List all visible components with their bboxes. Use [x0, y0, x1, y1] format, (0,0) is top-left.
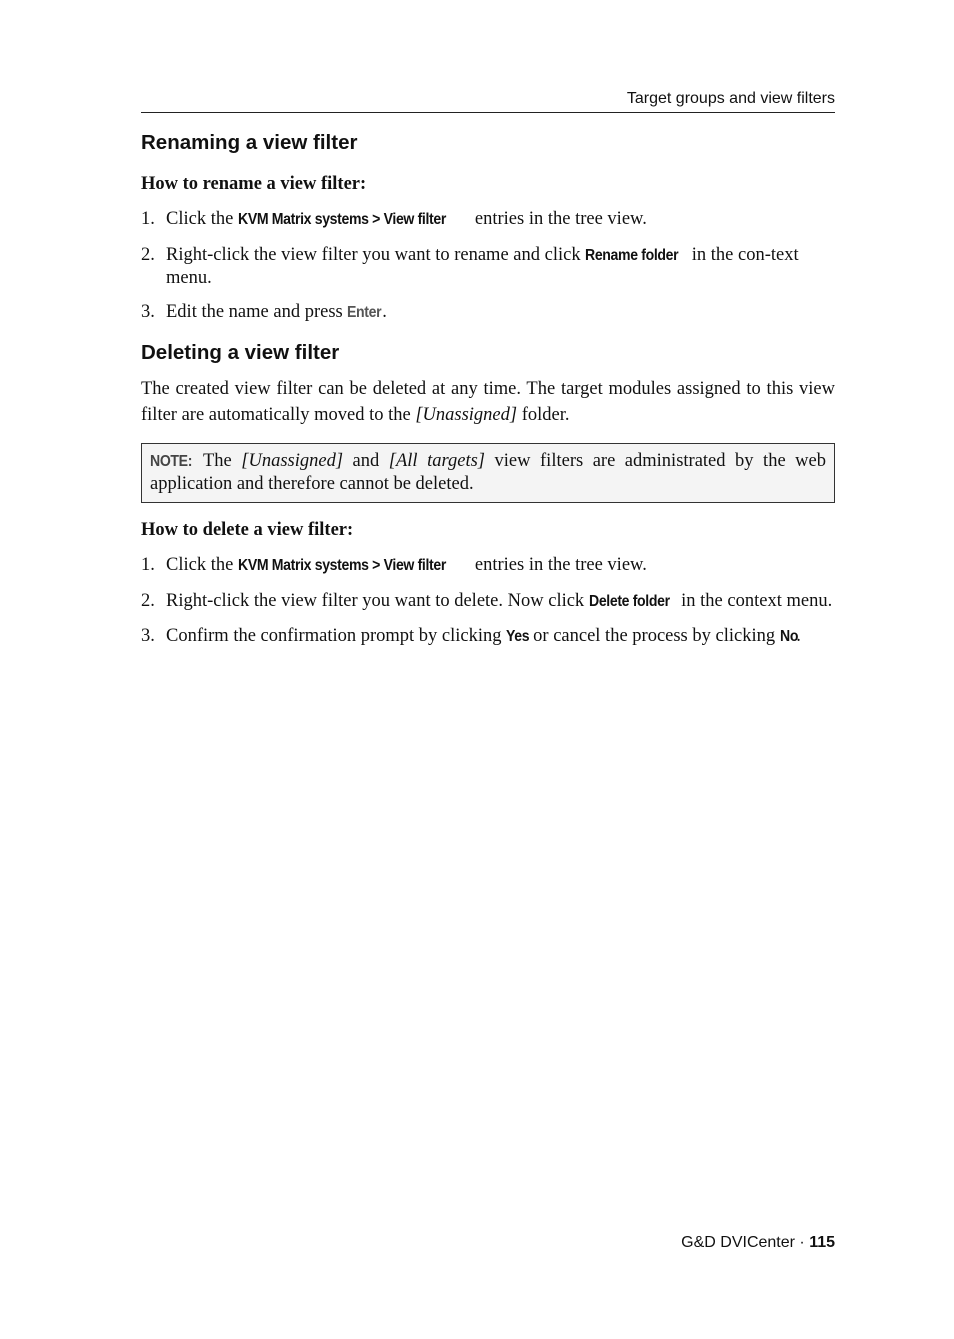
heading-deleting: Deleting a view filter: [141, 341, 340, 364]
ui-menu-label: Rename folder: [585, 247, 679, 264]
list-item: 1. Click the KVM Matrix systems > View filter entries in the tree view.: [141, 209, 647, 229]
rename-steps: [141, 208, 835, 337]
list-item: 1. Click the KVM Matrix systems > View filter entries in the tree view.: [141, 555, 647, 575]
list-item: 3. Edit the name and press Enter.: [141, 302, 387, 322]
ui-no-label: No: [779, 628, 798, 645]
ui-menu-label: Delete folder: [588, 593, 670, 610]
howto-rename: How to rename a view filter:: [141, 174, 367, 194]
page-footer: G&D DVICenter · 115: [681, 1234, 835, 1251]
list-item: 3. Confirm the confirmation prompt by clicking Yes or cancel the process by clicking No.: [141, 626, 801, 646]
running-header: Target groups and view filters: [141, 89, 835, 113]
delete-steps: [141, 554, 835, 661]
ui-key-label: Enter: [347, 304, 382, 321]
list-item: 2. Right-click the view filter you want to rename and click Rename folder in the con-text menu.: [141, 245, 799, 288]
page-number: 115: [809, 1234, 835, 1251]
note-box: NOTE: The [Unassigned] and [All targets] view filters are administrated by the web application and therefore cannot be deleted.: [141, 443, 835, 503]
howto-delete: How to delete a view filter:: [141, 520, 354, 540]
list-item: 2. Right-click the view filter you want to delete. Now click Delete folder in the context menu.: [141, 591, 833, 611]
ui-yes-label: Yes: [506, 628, 530, 645]
heading-renaming: Renaming a view filter: [141, 131, 358, 154]
note-label: NOTE:: [150, 453, 193, 470]
paragraph-delete: The created view filter can be deleted at any time. The target modules assigned to this view filter are automatically moved to the [Unassigned] folder.: [141, 379, 835, 425]
ui-path-label: KVM Matrix systems > View filter: [237, 557, 446, 574]
ui-path-label: KVM Matrix systems > View filter: [237, 211, 446, 228]
